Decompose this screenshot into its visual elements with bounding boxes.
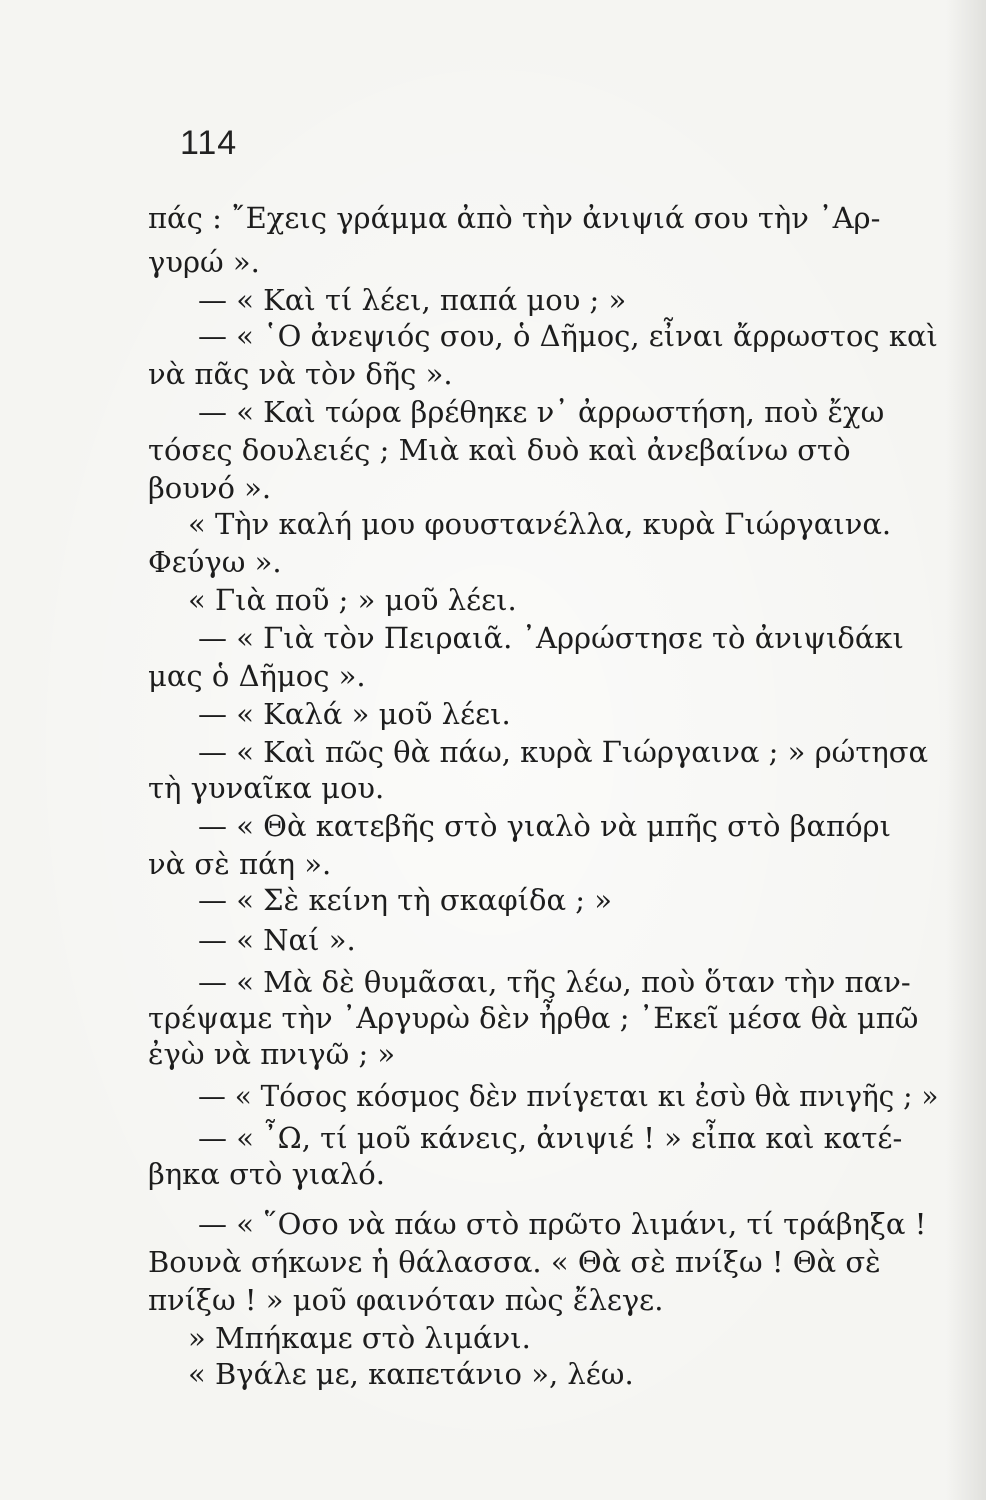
text-line: — « Μὰ δὲ θυμᾶσαι, τῆς λέω, ποὺ ὅταν τὴν παν- [198, 965, 911, 999]
text-line: — « ῞Οσο νὰ πάω στὸ πρῶτο λιμάνι, τί τράβηξα ! [198, 1207, 927, 1241]
text-line: ἐγὼ νὰ πνιγῶ ; » [148, 1037, 396, 1071]
text-line: Φεύγω ». [148, 545, 282, 579]
text-line: — « Καὶ πῶς θὰ πάω, κυρὰ Γιώργαινα ; » ρώτησα [198, 735, 929, 769]
text-line: νὰ πᾶς νὰ τὸν δῆς ». [148, 357, 453, 391]
text-line: « Γιὰ ποῦ ; » μοῦ λέει. [188, 583, 517, 617]
page-edge-shadow [946, 0, 986, 1500]
text-line: βηκα στὸ γιαλό. [148, 1157, 385, 1191]
text-line: μας ὁ Δῆμος ». [148, 659, 366, 693]
text-line: — « Γιὰ τὸν Πειραιᾶ. ᾿Αρρώστησε τὸ ἀνιψιδάκι [198, 621, 904, 655]
text-line: τὴ γυναῖκα μου. [148, 771, 385, 805]
text-line: γυρώ ». [148, 245, 260, 279]
text-line: « Βγάλε με, καπετάνιο », λέω. [188, 1357, 634, 1391]
text-line: — « Θὰ κατεβῆς στὸ γιαλὸ νὰ μπῆς στὸ βαπόρι [198, 809, 891, 843]
text-line: — « Ναί ». [198, 923, 356, 957]
text-line: τόσες δουλειές ; Μιὰ καὶ δυὸ καὶ ἀνεβαίνω στὸ [148, 433, 851, 467]
text-line: τρέψαμε τὴν ᾿Αργυρὼ δὲν ἦρθα ; ᾿Εκεῖ μέσα θὰ μπῶ [148, 1001, 919, 1035]
text-line: « Τὴν καλή μου φουστανέλλα, κυρὰ Γιώργαινα. [188, 507, 892, 541]
text-line: νὰ σὲ πάη ». [148, 847, 332, 881]
text-line: — « Καλά » μοῦ λέει. [198, 697, 511, 731]
text-line: Βουνὰ σήκωνε ἡ θάλασσα. « Θὰ σὲ πνίξω ! Θὰ σὲ [148, 1245, 881, 1279]
text-line: — « ῾Ο ἀνεψιός σου, ὁ Δῆμος, εἶναι ἄρρωστος καὶ [198, 319, 938, 353]
page-number: 114 [180, 124, 238, 162]
text-line: — « Καὶ τώρα βρέθηκε ν᾿ ἀρρωστήση, ποὺ ἔχω [198, 395, 885, 429]
text-line: βουνό ». [148, 471, 272, 505]
text-line: » Μπήκαμε στὸ λιμάνι. [188, 1321, 531, 1355]
text-line: — « Καὶ τί λέει, παπά μου ; » [198, 283, 627, 317]
text-line: — « Σὲ κείνη τὴ σκαφίδα ; » [198, 883, 613, 917]
text-line: πνίξω ! » μοῦ φαινόταν πὼς ἔλεγε. [148, 1283, 664, 1317]
text-line: — « ῏Ω, τί μοῦ κάνεις, ἀνιψιέ ! » εἶπα καὶ κατέ- [198, 1121, 903, 1155]
text-line: — « Τόσος κόσμος δὲν πνίγεται κι ἐσὺ θὰ πνιγῆς ; » [198, 1079, 939, 1113]
text-line: πάς : ῎Εχεις γράμμα ἀπὸ τὴν ἀνιψιά σου τὴν ᾿Αρ- [148, 201, 881, 235]
